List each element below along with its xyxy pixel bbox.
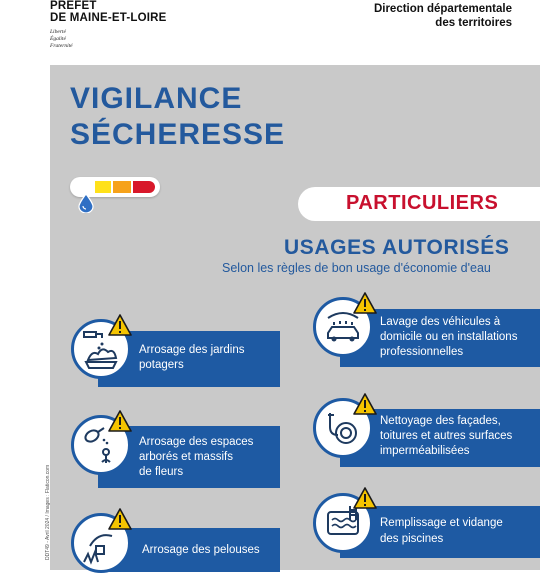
title-line2: SÉCHERESSE — [70, 118, 286, 151]
warning-icon — [108, 508, 132, 530]
direction-line2: des territoires — [435, 17, 512, 29]
usage-text-line: potagers — [139, 359, 184, 371]
usage-text-line: arborés et massifs — [139, 451, 233, 463]
image-credit — [45, 460, 55, 570]
usage-text-line: imperméabilisées — [380, 445, 470, 457]
section-title: USAGES AUTORISÉS — [284, 236, 510, 259]
direction-name — [374, 2, 512, 30]
usage-text-line: professionnelles — [380, 346, 464, 358]
usage-text-line: Lavage des véhicules à — [380, 316, 501, 328]
direction-line1: Direction départementale — [373, 3, 512, 15]
usage-text-line: Arrosage des jardins — [139, 344, 245, 356]
usage-text-line: de fleurs — [139, 466, 184, 478]
warning-icon — [108, 410, 132, 432]
section-subtitle: Selon les règles de bon usage d'économie d'eau — [222, 261, 491, 275]
motto-liberte: Liberté — [50, 29, 66, 35]
audience-label: PARTICULIERS — [346, 192, 499, 214]
title-line1: VIGILANCE — [70, 82, 243, 115]
warning-icon — [108, 314, 132, 336]
usage-text-line: toitures et autres surfaces — [380, 430, 513, 442]
usage-text-line: Arrosage des espaces — [139, 436, 254, 448]
usage-text-line: domicile ou en installations — [380, 331, 518, 343]
warning-icon — [353, 487, 377, 509]
warning-icon — [353, 393, 377, 415]
prefet-title-line2: DE MAINE-ET-LOIRE — [50, 12, 167, 24]
warning-icon — [353, 292, 377, 314]
motto-fraternite: Fraternité — [50, 43, 73, 49]
water-drop-icon — [77, 193, 95, 213]
page-header — [0, 0, 540, 62]
gauge-segment-vigilance — [95, 181, 111, 193]
usage-text-line: Nettoyage des façades, — [380, 415, 501, 427]
gauge-segment-crise — [133, 181, 155, 193]
gauge-segment-alerte — [113, 181, 131, 193]
prefet-title-line1: PRÉFET — [50, 0, 97, 12]
usage-text-line: Arrosage des pelouses — [142, 544, 260, 556]
usage-text-line: Remplissage et vidange — [380, 517, 503, 529]
image-credit-text: DDT49 - Avril 2024 / Images : Flaticon.com — [45, 464, 51, 560]
usage-text-line: des piscines — [380, 533, 444, 545]
motto-egalite: Égalité — [50, 36, 66, 42]
